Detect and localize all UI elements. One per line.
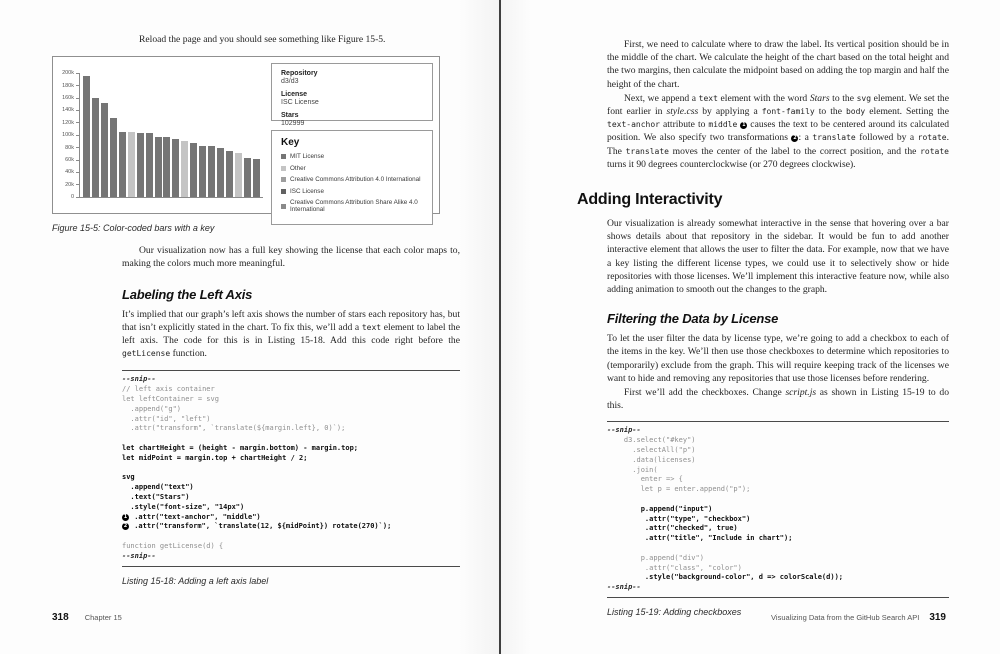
code-line bbox=[607, 495, 949, 505]
page-right bbox=[501, 0, 1000, 654]
numbered-marker: 1 bbox=[123, 513, 128, 520]
listing-rule-top-right bbox=[607, 421, 949, 422]
code-line: .append("text") bbox=[122, 483, 194, 492]
bar-chart bbox=[59, 63, 263, 207]
numbered-marker: 1 bbox=[742, 122, 746, 129]
bar bbox=[172, 139, 179, 197]
code-line: 1 .attr("text-anchor", "middle") bbox=[123, 512, 261, 521]
listing-rule-top bbox=[122, 370, 460, 371]
bar bbox=[110, 118, 117, 197]
code-line: let chartHeight = (height - margin.bottom) - margin.top; bbox=[122, 444, 359, 452]
section-heading-filtering: Filtering the Data by License bbox=[607, 311, 779, 327]
code-line: .style("font-size", "14px") bbox=[122, 502, 245, 511]
bar bbox=[181, 141, 188, 197]
y-tick-label: 120k bbox=[62, 119, 74, 126]
bar bbox=[146, 133, 153, 197]
listing-rule-bottom-right bbox=[607, 597, 949, 598]
y-tick-label: 180k bbox=[62, 82, 74, 89]
code-line: function getLicense(d) { bbox=[122, 541, 224, 550]
code-line: .attr("checked", true) bbox=[607, 524, 738, 533]
bar bbox=[199, 146, 206, 197]
code-line bbox=[122, 532, 460, 542]
page-number-right: 319 bbox=[929, 612, 946, 623]
code-line: let midPoint = margin.top + chartHeight / 2; bbox=[122, 453, 308, 462]
stars-label: Stars bbox=[281, 112, 299, 120]
code-line: 2 .attr("transform", `translate(12, ${midPoint}) rotate(270)`); bbox=[123, 522, 392, 531]
key-swatch bbox=[281, 189, 286, 194]
paragraph-key-explain: Our visualization now has a full key showing the license that each color maps to, making the colors much more meaningful. bbox=[122, 245, 460, 270]
paragraph-axis: It’s implied that our graph’s left axis shows the number of stars each repository has, but that isn’t explicitly stated in the chart. To fix this, we’ll add a text element to label the left axis. The code for this is in Listing 15-18. Add this code right before the getLicense function. bbox=[122, 308, 460, 360]
key-items bbox=[281, 153, 423, 213]
plot-area bbox=[79, 73, 263, 198]
code-line: .style("background-color", d => colorScale(d)); bbox=[607, 573, 844, 582]
code-line bbox=[122, 464, 460, 474]
running-head-right: Visualizing Data from the GitHub Search API bbox=[771, 613, 920, 622]
paragraph-next: Next, we append a text element with the word Stars to the svg element. We set the font earlier in style.css by applying a font-family to the body element. Setting the text-anchor attribute to middle 1 causes the text to be centered around its calculated position. We also specify two transformations 2 : a translate followed by a rotate. The translate moves the center of the label to the correct position, and the rotate turns it 90 degrees counterclockwise (or 270 degrees clockwise). bbox=[607, 92, 949, 170]
running-head-left: Chapter 15 bbox=[84, 613, 122, 622]
bar bbox=[155, 137, 162, 197]
code-listing-15-18 bbox=[122, 375, 460, 561]
code-line bbox=[607, 544, 949, 554]
y-tick-label: 60k bbox=[65, 157, 74, 163]
key-item bbox=[281, 188, 423, 195]
code-listing-15-19 bbox=[607, 426, 949, 593]
code-line: .text("Stars") bbox=[122, 492, 190, 501]
code-line: --snip-- bbox=[122, 551, 156, 560]
bar bbox=[83, 76, 90, 197]
section-heading-labeling-axis: Labeling the Left Axis bbox=[122, 286, 253, 302]
bar bbox=[119, 132, 126, 197]
page-footer-left bbox=[52, 612, 122, 623]
bar bbox=[244, 158, 251, 197]
key-swatch bbox=[281, 166, 286, 171]
y-axis bbox=[59, 70, 79, 201]
repo-info-panel bbox=[271, 63, 433, 128]
y-tick-label: 0 bbox=[70, 194, 74, 201]
key-item bbox=[281, 165, 423, 172]
key-panel bbox=[271, 130, 433, 225]
key-swatch bbox=[281, 154, 286, 159]
numbered-marker: 2 bbox=[793, 135, 797, 142]
bar bbox=[190, 143, 197, 197]
key-item bbox=[281, 176, 423, 183]
y-tick-label: 200k bbox=[62, 70, 74, 77]
y-tick-label: 20k bbox=[65, 181, 74, 188]
page-left bbox=[0, 0, 499, 654]
bar bbox=[128, 132, 135, 197]
code-line: .attr("title", "Include in chart"); bbox=[607, 534, 793, 543]
numbered-marker: 2 bbox=[123, 523, 128, 530]
code-line: .join( bbox=[607, 465, 658, 474]
key-item bbox=[281, 153, 423, 160]
key-title: Key bbox=[281, 137, 300, 149]
page-footer-right bbox=[771, 612, 946, 623]
code-line: .attr("type", "checkbox") bbox=[607, 514, 751, 523]
y-tick-label: 160k bbox=[62, 95, 74, 101]
code-line: p.append("input") bbox=[607, 504, 713, 513]
key-swatch bbox=[281, 177, 286, 182]
code-line: .append("g") bbox=[122, 404, 182, 413]
listing-caption-15-18: Listing 15-18: Adding a left axis label bbox=[122, 575, 269, 586]
code-line: .attr("class", "color") bbox=[607, 563, 742, 572]
code-line: .attr("id", "left") bbox=[122, 414, 211, 423]
section-heading-interactivity: Adding Interactivity bbox=[577, 191, 723, 209]
key-label: MIT License bbox=[290, 153, 325, 161]
y-tick-label: 140k bbox=[62, 107, 74, 114]
bar bbox=[208, 146, 215, 197]
code-line: // left axis container bbox=[122, 385, 215, 394]
page-number-left: 318 bbox=[52, 612, 69, 623]
code-line bbox=[122, 434, 460, 444]
code-line: --snip-- bbox=[122, 375, 156, 384]
bar bbox=[101, 103, 108, 197]
key-item bbox=[281, 199, 423, 213]
code-line: d3.select("#key") bbox=[607, 436, 696, 445]
figure-sidebar bbox=[271, 63, 433, 214]
repository-label: Repository bbox=[281, 70, 318, 78]
figure-15-5 bbox=[52, 56, 440, 214]
code-line: .data(licenses) bbox=[607, 455, 696, 464]
listing-caption-15-19: Listing 15-19: Adding checkboxes bbox=[607, 607, 742, 618]
paragraph-checkboxes: First we’ll add the checkboxes. Change script.js as shown in Listing 15-19 to do this. bbox=[607, 387, 949, 412]
paragraph-first: First, we need to calculate where to draw the label. Its vertical position should be in the middle of the chart. We calculate the height of the chart based on the total height and the two margins, then calculate the midpoint based on adding the top margin and half the height of the chart. bbox=[607, 39, 949, 90]
stars-value: 102999 bbox=[281, 120, 305, 128]
code-line: --snip-- bbox=[607, 583, 641, 592]
bar bbox=[235, 153, 242, 197]
code-line: .attr("transform", `translate(${margin.left}, 0)`); bbox=[122, 424, 346, 433]
paragraph-interactive: Our visualization is already somewhat interactive in the sense that hovering over a bar shows details about that repository in the sidebar. It would be fun to add another interactive element that allows the user to filter the data. For example, now that we have a key listing the different license types, we could use it to selectively show or hide repositories with those licenses. We’ll implement this interactive feature now, while also adding animation to smooth out the changes to the graph. bbox=[607, 218, 949, 296]
bar bbox=[163, 137, 170, 197]
bar bbox=[92, 98, 99, 197]
y-tick-label: 40k bbox=[65, 169, 74, 176]
key-swatch bbox=[281, 204, 286, 209]
code-line: let p = enter.append("p"); bbox=[607, 485, 751, 494]
bar bbox=[137, 133, 144, 197]
listing-rule-bottom bbox=[122, 566, 460, 567]
key-label: Creative Commons Attribution 4.0 International bbox=[290, 176, 421, 184]
key-label: Other bbox=[290, 164, 306, 172]
paragraph-filter: To let the user filter the data by license type, we’re going to add a checkbox to each of the items in the key. We’ll then use those checkboxes to determine which repositories to (temporarily) exclude from the graph. This will require keeping track of the licenses we want to hide and removing any repositories that use those licenses before rendering. bbox=[607, 333, 949, 384]
key-label: Creative Commons Attribution Share Alike 4.0 International bbox=[290, 199, 418, 214]
y-tick-label: 100k bbox=[62, 132, 74, 139]
bar bbox=[226, 151, 233, 197]
license-label: License bbox=[281, 91, 308, 99]
code-line: .selectAll("p") bbox=[607, 446, 696, 455]
code-line: p.append("div") bbox=[607, 553, 704, 562]
code-line: enter => { bbox=[607, 475, 683, 484]
code-line: let leftContainer = svg bbox=[122, 395, 219, 404]
bar bbox=[217, 148, 224, 197]
code-line: svg bbox=[122, 473, 135, 482]
bar bbox=[253, 159, 260, 197]
y-tick-label: 80k bbox=[65, 144, 74, 151]
intro-paragraph: Reload the page and you should see something like Figure 15-5. bbox=[139, 34, 386, 45]
key-label: ISC License bbox=[290, 187, 324, 195]
figure-caption: Figure 15-5: Color-coded bars with a key bbox=[52, 223, 215, 234]
code-line: --snip-- bbox=[607, 426, 641, 435]
license-value: ISC License bbox=[281, 99, 319, 107]
repository-value: d3/d3 bbox=[281, 78, 299, 86]
